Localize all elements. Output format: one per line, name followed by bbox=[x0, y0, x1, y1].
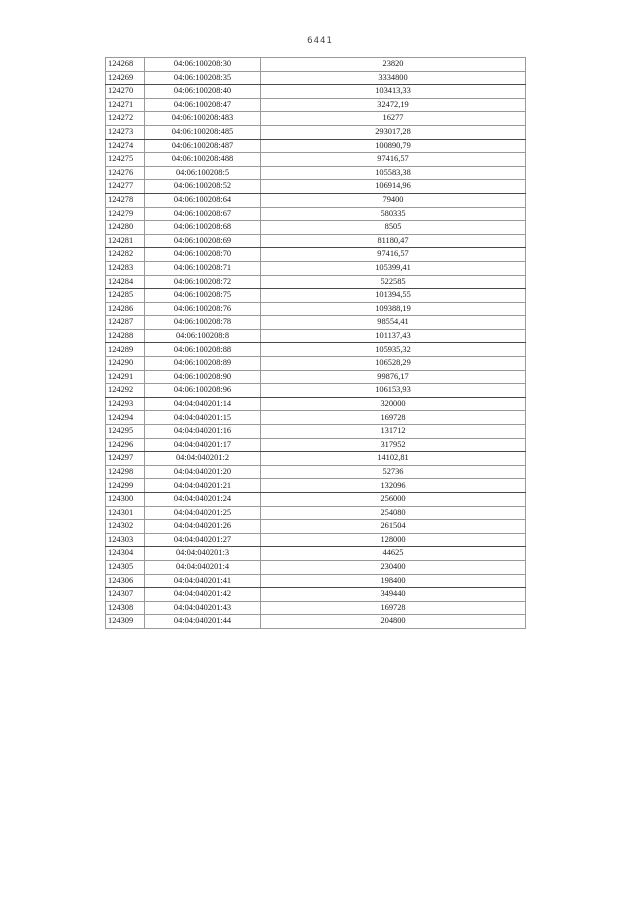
cadastral-number-cell: 04:04:040201:27 bbox=[145, 533, 261, 547]
table-row bbox=[106, 533, 526, 547]
cadastral-number-cell: 04:04:040201:16 bbox=[145, 425, 261, 439]
table-row bbox=[106, 493, 526, 507]
cadastral-number-cell: 04:04:040201:44 bbox=[145, 615, 261, 629]
row-id-cell: 124293 bbox=[106, 397, 145, 411]
table-row bbox=[106, 180, 526, 194]
row-id-cell: 124291 bbox=[106, 370, 145, 384]
value-cell: 105935,32 bbox=[261, 343, 526, 357]
cadastral-number-cell: 04:06:100208:64 bbox=[145, 193, 261, 207]
value-cell: 44625 bbox=[261, 547, 526, 561]
cadastral-number-cell: 04:04:040201:17 bbox=[145, 438, 261, 452]
cadastral-number-cell: 04:06:100208:67 bbox=[145, 207, 261, 221]
cadastral-number-cell: 04:06:100208:35 bbox=[145, 71, 261, 85]
table-row bbox=[106, 520, 526, 534]
value-cell: 230400 bbox=[261, 560, 526, 574]
value-cell: 81180,47 bbox=[261, 234, 526, 248]
row-id-cell: 124297 bbox=[106, 452, 145, 466]
cadastral-number-cell: 04:06:100208:75 bbox=[145, 289, 261, 303]
row-id-cell: 124281 bbox=[106, 234, 145, 248]
row-id-cell: 124303 bbox=[106, 533, 145, 547]
value-cell: 100890,79 bbox=[261, 139, 526, 153]
value-cell: 169728 bbox=[261, 411, 526, 425]
row-id-cell: 124290 bbox=[106, 357, 145, 371]
row-id-cell: 124292 bbox=[106, 384, 145, 398]
cadastral-number-cell: 04:04:040201:2 bbox=[145, 452, 261, 466]
cadastral-number-cell: 04:06:100208:72 bbox=[145, 275, 261, 289]
cadastral-number-cell: 04:04:040201:25 bbox=[145, 506, 261, 520]
value-cell: 32472,19 bbox=[261, 98, 526, 112]
table-row bbox=[106, 506, 526, 520]
cadastral-number-cell: 04:04:040201:43 bbox=[145, 601, 261, 615]
value-cell: 23820 bbox=[261, 58, 526, 72]
value-cell: 169728 bbox=[261, 601, 526, 615]
table-row bbox=[106, 425, 526, 439]
row-id-cell: 124294 bbox=[106, 411, 145, 425]
value-cell: 320000 bbox=[261, 397, 526, 411]
row-id-cell: 124275 bbox=[106, 153, 145, 167]
table-row bbox=[106, 166, 526, 180]
cadastral-number-cell: 04:06:100208:88 bbox=[145, 343, 261, 357]
cadastral-number-cell: 04:06:100208:488 bbox=[145, 153, 261, 167]
table-row bbox=[106, 329, 526, 343]
row-id-cell: 124273 bbox=[106, 125, 145, 139]
table-row bbox=[106, 370, 526, 384]
cadastral-number-cell: 04:06:100208:30 bbox=[145, 58, 261, 72]
table-row bbox=[106, 343, 526, 357]
cadastral-number-cell: 04:06:100208:5 bbox=[145, 166, 261, 180]
cadastral-number-cell: 04:06:100208:89 bbox=[145, 357, 261, 371]
table-row bbox=[106, 234, 526, 248]
row-id-cell: 124299 bbox=[106, 479, 145, 493]
cadastral-number-cell: 04:06:100208:96 bbox=[145, 384, 261, 398]
row-id-cell: 124309 bbox=[106, 615, 145, 629]
value-cell: 14102,81 bbox=[261, 452, 526, 466]
value-cell: 580335 bbox=[261, 207, 526, 221]
row-id-cell: 124274 bbox=[106, 139, 145, 153]
value-cell: 317952 bbox=[261, 438, 526, 452]
row-id-cell: 124269 bbox=[106, 71, 145, 85]
table-row bbox=[106, 357, 526, 371]
table-row bbox=[106, 193, 526, 207]
cadastral-number-cell: 04:06:100208:71 bbox=[145, 261, 261, 275]
value-cell: 97416,57 bbox=[261, 153, 526, 167]
value-cell: 128000 bbox=[261, 533, 526, 547]
cadastral-number-cell: 04:06:100208:47 bbox=[145, 98, 261, 112]
value-cell: 103413,33 bbox=[261, 85, 526, 99]
value-cell: 101394,55 bbox=[261, 289, 526, 303]
cadastral-number-cell: 04:04:040201:20 bbox=[145, 465, 261, 479]
table-row bbox=[106, 588, 526, 602]
row-id-cell: 124280 bbox=[106, 221, 145, 235]
table-row bbox=[106, 397, 526, 411]
table-row bbox=[106, 479, 526, 493]
row-id-cell: 124284 bbox=[106, 275, 145, 289]
table-row bbox=[106, 615, 526, 629]
cadastral-number-cell: 04:06:100208:485 bbox=[145, 125, 261, 139]
row-id-cell: 124282 bbox=[106, 248, 145, 262]
row-id-cell: 124287 bbox=[106, 316, 145, 330]
row-id-cell: 124305 bbox=[106, 560, 145, 574]
row-id-cell: 124295 bbox=[106, 425, 145, 439]
row-id-cell: 124296 bbox=[106, 438, 145, 452]
cadastral-number-cell: 04:04:040201:42 bbox=[145, 588, 261, 602]
table-row bbox=[106, 289, 526, 303]
value-cell: 256000 bbox=[261, 493, 526, 507]
cadastral-number-cell: 04:06:100208:68 bbox=[145, 221, 261, 235]
cadastral-number-cell: 04:04:040201:15 bbox=[145, 411, 261, 425]
row-id-cell: 124285 bbox=[106, 289, 145, 303]
cadastral-number-cell: 04:06:100208:90 bbox=[145, 370, 261, 384]
value-cell: 293017,28 bbox=[261, 125, 526, 139]
value-cell: 98554,41 bbox=[261, 316, 526, 330]
value-cell: 198400 bbox=[261, 574, 526, 588]
row-id-cell: 124271 bbox=[106, 98, 145, 112]
row-id-cell: 124300 bbox=[106, 493, 145, 507]
row-id-cell: 124283 bbox=[106, 261, 145, 275]
table-row bbox=[106, 207, 526, 221]
value-cell: 522585 bbox=[261, 275, 526, 289]
cadastral-number-cell: 04:06:100208:483 bbox=[145, 112, 261, 126]
value-cell: 101137,43 bbox=[261, 329, 526, 343]
cadastral-number-cell: 04:04:040201:14 bbox=[145, 397, 261, 411]
value-cell: 106153,93 bbox=[261, 384, 526, 398]
table-row bbox=[106, 261, 526, 275]
cadastral-number-cell: 04:06:100208:70 bbox=[145, 248, 261, 262]
cadastral-number-cell: 04:04:040201:4 bbox=[145, 560, 261, 574]
value-cell: 105399,41 bbox=[261, 261, 526, 275]
row-id-cell: 124302 bbox=[106, 520, 145, 534]
cadastral-number-cell: 04:06:100208:40 bbox=[145, 85, 261, 99]
table-row bbox=[106, 275, 526, 289]
table-row bbox=[106, 316, 526, 330]
row-id-cell: 124301 bbox=[106, 506, 145, 520]
cadastral-value-table bbox=[105, 57, 526, 629]
value-cell: 204800 bbox=[261, 615, 526, 629]
value-cell: 106914,96 bbox=[261, 180, 526, 194]
row-id-cell: 124279 bbox=[106, 207, 145, 221]
value-cell: 131712 bbox=[261, 425, 526, 439]
row-id-cell: 124308 bbox=[106, 601, 145, 615]
row-id-cell: 124277 bbox=[106, 180, 145, 194]
row-id-cell: 124304 bbox=[106, 547, 145, 561]
row-id-cell: 124289 bbox=[106, 343, 145, 357]
value-cell: 8505 bbox=[261, 221, 526, 235]
cadastral-number-cell: 04:06:100208:69 bbox=[145, 234, 261, 248]
cadastral-number-cell: 04:04:040201:24 bbox=[145, 493, 261, 507]
table-row bbox=[106, 71, 526, 85]
table-row bbox=[106, 465, 526, 479]
table-row bbox=[106, 452, 526, 466]
table-row bbox=[106, 302, 526, 316]
value-cell: 106528,29 bbox=[261, 357, 526, 371]
table-row bbox=[106, 547, 526, 561]
table-row bbox=[106, 153, 526, 167]
table-row bbox=[106, 438, 526, 452]
table-row bbox=[106, 58, 526, 72]
value-cell: 99876,17 bbox=[261, 370, 526, 384]
value-cell: 79400 bbox=[261, 193, 526, 207]
table-row bbox=[106, 248, 526, 262]
table-row bbox=[106, 139, 526, 153]
row-id-cell: 124286 bbox=[106, 302, 145, 316]
table-body bbox=[106, 58, 526, 629]
row-id-cell: 124272 bbox=[106, 112, 145, 126]
row-id-cell: 124306 bbox=[106, 574, 145, 588]
cadastral-number-cell: 04:06:100208:487 bbox=[145, 139, 261, 153]
table-row bbox=[106, 125, 526, 139]
table-row bbox=[106, 574, 526, 588]
table-row bbox=[106, 601, 526, 615]
cadastral-number-cell: 04:04:040201:21 bbox=[145, 479, 261, 493]
row-id-cell: 124278 bbox=[106, 193, 145, 207]
cadastral-number-cell: 04:06:100208:8 bbox=[145, 329, 261, 343]
value-cell: 132096 bbox=[261, 479, 526, 493]
value-cell: 97416,57 bbox=[261, 248, 526, 262]
row-id-cell: 124288 bbox=[106, 329, 145, 343]
table-row bbox=[106, 560, 526, 574]
value-cell: 16277 bbox=[261, 112, 526, 126]
table-row bbox=[106, 221, 526, 235]
value-cell: 105583,38 bbox=[261, 166, 526, 180]
value-cell: 3334800 bbox=[261, 71, 526, 85]
cadastral-number-cell: 04:04:040201:3 bbox=[145, 547, 261, 561]
row-id-cell: 124307 bbox=[106, 588, 145, 602]
value-cell: 52736 bbox=[261, 465, 526, 479]
cadastral-number-cell: 04:06:100208:52 bbox=[145, 180, 261, 194]
value-cell: 109388,19 bbox=[261, 302, 526, 316]
cadastral-number-cell: 04:06:100208:76 bbox=[145, 302, 261, 316]
table-row bbox=[106, 98, 526, 112]
row-id-cell: 124276 bbox=[106, 166, 145, 180]
value-cell: 349440 bbox=[261, 588, 526, 602]
table-row bbox=[106, 384, 526, 398]
cadastral-number-cell: 04:04:040201:41 bbox=[145, 574, 261, 588]
value-cell: 261504 bbox=[261, 520, 526, 534]
table-row bbox=[106, 85, 526, 99]
row-id-cell: 124270 bbox=[106, 85, 145, 99]
page-number: 6441 bbox=[307, 36, 333, 46]
value-cell: 254080 bbox=[261, 506, 526, 520]
cadastral-number-cell: 04:04:040201:26 bbox=[145, 520, 261, 534]
table-row bbox=[106, 411, 526, 425]
table-row bbox=[106, 112, 526, 126]
row-id-cell: 124268 bbox=[106, 58, 145, 72]
row-id-cell: 124298 bbox=[106, 465, 145, 479]
cadastral-number-cell: 04:06:100208:78 bbox=[145, 316, 261, 330]
